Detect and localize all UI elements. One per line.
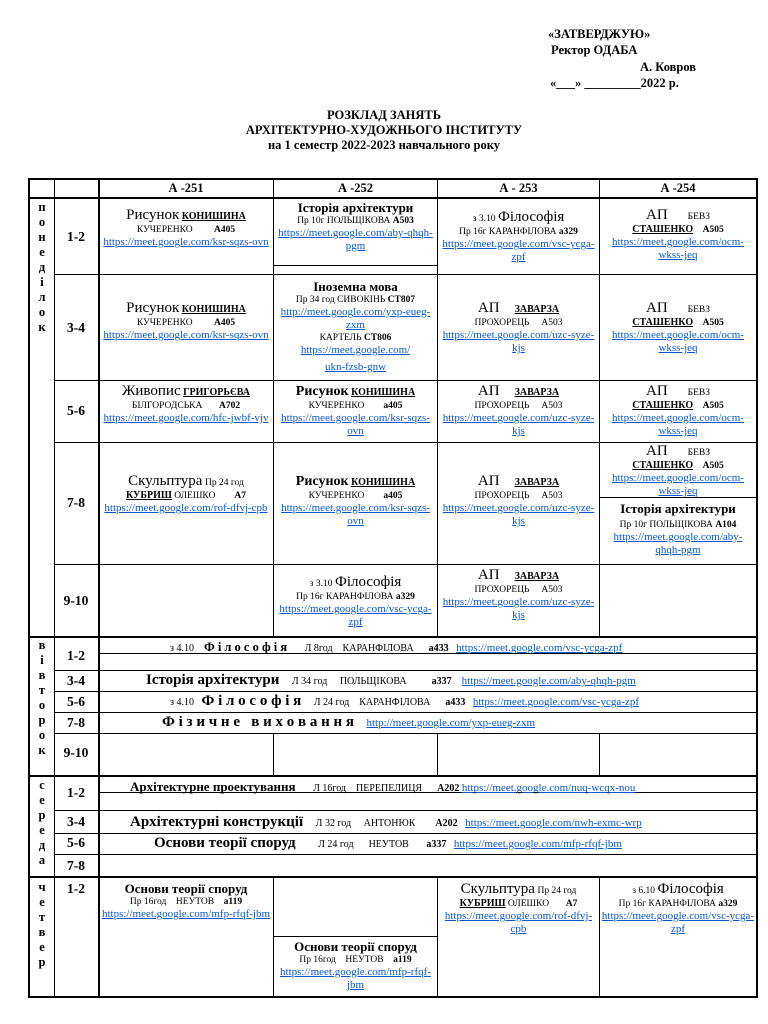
slot-wed-1: 1-2 <box>67 785 85 800</box>
day-label-tuesday: в і в т о р о к <box>38 638 46 757</box>
thu-a251: Основи теорії споруд Пр 16год НЕУТОВ а119 https://meet.google.com/mfp-rfqf-jbm <box>101 881 271 920</box>
mon-4-a251: Скульптура Пр 24 год КУБРИШ ОЛЕШКО А7 https://meet.google.com/rof-dfvj-cpb <box>104 473 268 514</box>
meet-link[interactable]: http://meet.google.com/yxp-eueg-zxm <box>366 717 536 729</box>
meet-link[interactable]: https://meet.google.com/ <box>300 344 411 356</box>
mon-4-a254-top: АП БЕВЗ СТАШЕНКО А505 https://meet.google.com/ocm-wkss-jeq <box>612 443 744 497</box>
meet-link[interactable]: https://meet.google.com/vsc-ycga-zpf <box>456 642 623 654</box>
group-header-a253: А - 253 <box>499 181 538 195</box>
slot-tue-5: 9-10 <box>63 745 89 760</box>
approval-block <box>0 0 768 100</box>
day-label-thursday: ч е т в е р <box>38 880 46 969</box>
slot-tue-4: 7-8 <box>67 715 85 730</box>
meet-link[interactable]: https://meet.google.com/ocm-wkss-jeq <box>612 472 744 497</box>
meet-link[interactable]: https://meet.google.com/nwh-exmc-wrp <box>465 817 642 829</box>
meet-link[interactable]: https://meet.google.com/rof-dfvj-cpb <box>444 910 593 935</box>
mon-2-a253: АП ЗАВАРЗА ПРОХОРЕЦЬ А503 https://meet.google.com/uzc-syze-kjs <box>442 300 595 354</box>
meet-link[interactable]: http://meet.google.com/yxp-eueg-zxm <box>280 306 431 331</box>
mon-2-a251: Рисунок КОНИШИНА КУЧЕРЕНКО А405 https://meet.google.com/ksr-sqzs-ovn <box>103 300 269 341</box>
heading-line-2: АРХІТЕКТУРНО-ХУДОЖНЬОГО ІНСТИТУТУ <box>245 123 523 137</box>
mon-5-a253: АП ЗАВАРЗА ПРОХОРЕЦЬ А503 https://meet.google.com/uzc-syze-kjs <box>442 567 595 621</box>
meet-link[interactable]: https://meet.google.com/ksr-sqzs-ovn <box>103 236 269 248</box>
group-header-a254: А -254 <box>660 181 696 195</box>
thu-a253: Скульптура Пр 24 год КУБРИШ ОЛЕШКО А7 https://meet.google.com/rof-dfvj-cpb <box>444 881 593 935</box>
slot-mon-3: 5-6 <box>67 403 85 418</box>
tue-3: з 4.10 Ф і л о с о ф і я Л 24 год КАРАНФІЛОВА а433 https://meet.google.com/vsc-ycga-zpf <box>170 693 639 709</box>
meet-link[interactable]: https://meet.google.com/aby-qhqh-pgm <box>461 675 636 687</box>
meet-link[interactable]: https://meet.google.com/vsc-ycga-zpf <box>442 238 595 263</box>
slot-wed-4: 7-8 <box>67 858 85 873</box>
day-label-monday: п о н е д і л о к <box>38 200 46 334</box>
mon-2-a254: АП БЕВЗ СТАШЕНКО А505 https://meet.google.com/ocm-wkss-jeq <box>612 300 744 354</box>
meet-link[interactable]: https://meet.google.com/uzc-syze-kjs <box>442 412 595 437</box>
meet-link[interactable]: https://meet.google.com/ocm-wkss-jeq <box>612 329 744 354</box>
slot-wed-2: 3-4 <box>67 814 85 829</box>
meet-link[interactable]: https://meet.google.com/vsc-ycga-zpf <box>472 696 639 708</box>
meet-link[interactable]: ukn-fzsb-gnw <box>324 361 387 373</box>
mon-4-a253: АП ЗАВАРЗА ПРОХОРЕЦЬ А503 https://meet.google.com/uzc-syze-kjs <box>442 473 595 527</box>
heading-line-1: РОЗКЛАД ЗАНЯТЬ <box>327 108 441 122</box>
meet-link[interactable]: https://meet.google.com/uzc-syze-kjs <box>442 502 595 527</box>
mon-3-a253: АП ЗАВАРЗА ПРОХОРЕЦЬ А503 https://meet.google.com/uzc-syze-kjs <box>442 383 595 437</box>
meet-link[interactable]: https://meet.google.com/ksr-sqzs-ovn <box>281 502 430 527</box>
schedule-table <box>28 178 758 998</box>
mon-4-a254-bottom: Історія архітектури Пр 10г ПОЛЬЩІКОВА А104 https://meet.google.com/aby-qhqh-pgm <box>613 501 743 556</box>
mon-3-a251: Живопис ГРИГОРЬЄВА БІЛГОРОДСЬКА А702 https://meet.google.com/hfc-jwbf-vjv <box>103 383 269 424</box>
meet-link[interactable]: https://meet.google.com/aby-qhqh-pgm <box>613 531 743 556</box>
meet-link[interactable]: https://meet.google.com/mfp-rfqf-jbm <box>280 966 431 991</box>
slot-mon-1: 1-2 <box>67 229 85 244</box>
mon-1-a254: АП БЕВЗ СТАШЕНКО А505 https://meet.google.com/ocm-wkss-jeq <box>612 207 744 261</box>
slot-tue-3: 5-6 <box>67 694 85 709</box>
approval-signatory: А. Ковров <box>640 60 697 74</box>
mon-1-a253: з 3.10 Філософія Пр 16г КАРАНФІЛОВА а329 https://meet.google.com/vsc-ycga-zpf <box>442 209 595 263</box>
tue-2: Історія архітектури Л 34 год ПОЛЬЩІКОВА а337 https://meet.google.com/aby-qhqh-pgm <box>146 672 636 688</box>
wed-1: Архітектурне проектування Л 16год ПЕРЕПЕЛИЦЯ А202 https://meet.google.com/nuq-wcqx-nou <box>130 779 636 794</box>
meet-link[interactable]: https://meet.google.com/aby-qhqh-pgm <box>278 227 433 252</box>
slot-mon-5: 9-10 <box>63 593 89 608</box>
meet-link[interactable]: https://meet.google.com/ksr-sqzs-ovn <box>281 412 430 437</box>
tue-4: Ф і з и ч н е в и х о в а н н я http://meet.google.com/yxp-eueg-zxm <box>162 714 536 730</box>
approval-title: «ЗАТВЕРДЖУЮ» <box>548 27 651 41</box>
tue-1: з 4.10 Ф і л о с о ф і я Л 8год КАРАНФІЛОВА а433 https://meet.google.com/vsc-ycga-zpf <box>170 640 623 654</box>
thu-a254: з 6.10 Філософія Пр 16г КАРАНФІЛОВА а329 https://meet.google.com/vsc-ycga-zpf <box>601 881 755 935</box>
schedule-heading <box>0 108 768 153</box>
meet-link[interactable]: https://meet.google.com/vsc-ycga-zpf <box>279 603 432 628</box>
meet-link[interactable]: https://meet.google.com/vsc-ycga-zpf <box>601 910 755 935</box>
group-header-a252: А -252 <box>337 181 374 195</box>
mon-5-a252: з 3.10 Філософія Пр 16г КАРАНФІЛОВА а329 https://meet.google.com/vsc-ycga-zpf <box>279 574 432 628</box>
approval-position: Ректор ОДАБА <box>551 43 638 57</box>
meet-link[interactable]: https://meet.google.com/mfp-rfqf-jbm <box>453 838 622 850</box>
heading-line-3: на 1 семестр 2022-2023 навчального року <box>267 138 501 152</box>
meet-link[interactable]: https://meet.google.com/hfc-jwbf-vjv <box>103 412 269 424</box>
thu-a252: Основи теорії споруд Пр 16год НЕУТОВ а119 https://meet.google.com/mfp-rfqf-jbm <box>280 939 431 991</box>
meet-link[interactable]: https://meet.google.com/uzc-syze-kjs <box>442 329 595 354</box>
meet-link[interactable]: https://meet.google.com/mfp-rfqf-jbm <box>101 908 271 920</box>
mon-3-a254: АП БЕВЗ СТАШЕНКО А505 https://meet.google.com/ocm-wkss-jeq <box>612 383 744 437</box>
wed-2: Архітектурні конструкції Л 32 год АНТОНЮК А202 https://meet.google.com/nwh-exmc-wrp <box>130 814 642 830</box>
mon-2-a252: Іноземна мова Пр 34 год СИВОКІНЬ СТ807 http://meet.google.com/yxp-eueg-zxm КАРТЕЛЬ СТ806 https://meet.google.com/ ukn-fzsb-gnw <box>280 279 431 373</box>
meet-link[interactable]: https://meet.google.com/ocm-wkss-jeq <box>612 412 744 437</box>
slot-wed-3: 5-6 <box>67 835 85 850</box>
meet-link[interactable]: https://meet.google.com/nuq-wcqx-nou <box>461 782 636 794</box>
mon-1-a251: Рисунок КОНИШИНА КУЧЕРЕНКО А405 https://meet.google.com/ksr-sqzs-ovn <box>103 207 269 248</box>
slot-tue-1: 1-2 <box>67 648 85 663</box>
meet-link[interactable]: https://meet.google.com/ocm-wkss-jeq <box>612 236 744 261</box>
slot-thu-1: 1-2 <box>67 881 85 896</box>
meet-link[interactable]: https://meet.google.com/rof-dfvj-cpb <box>104 502 268 514</box>
slot-mon-4: 7-8 <box>67 495 85 510</box>
meet-link[interactable]: https://meet.google.com/uzc-syze-kjs <box>442 596 595 621</box>
day-label-wednesday: с е р е д а <box>38 778 46 867</box>
mon-3-a252: Рисунок КОНИШИНА КУЧЕРЕНКО а405 https://meet.google.com/ksr-sqzs-ovn <box>281 384 430 437</box>
mon-4-a252: Рисунок КОНИШИНА КУЧЕРЕНКО а405 https://meet.google.com/ksr-sqzs-ovn <box>281 474 430 527</box>
approval-date: «___» _________2022 р. <box>550 76 679 90</box>
wed-3: Основи теорії споруд Л 24 год НЕУТОВ а337 https://meet.google.com/mfp-rfqf-jbm <box>154 835 622 851</box>
meet-link[interactable]: https://meet.google.com/ksr-sqzs-ovn <box>103 329 269 341</box>
mon-1-a252: Історія архітектури Пр 10г ПОЛЬЩІКОВА А503 https://meet.google.com/aby-qhqh-pgm <box>278 200 433 252</box>
slot-tue-2: 3-4 <box>67 673 85 688</box>
group-header-a251: А -251 <box>168 181 204 195</box>
slot-mon-2: 3-4 <box>67 320 85 335</box>
